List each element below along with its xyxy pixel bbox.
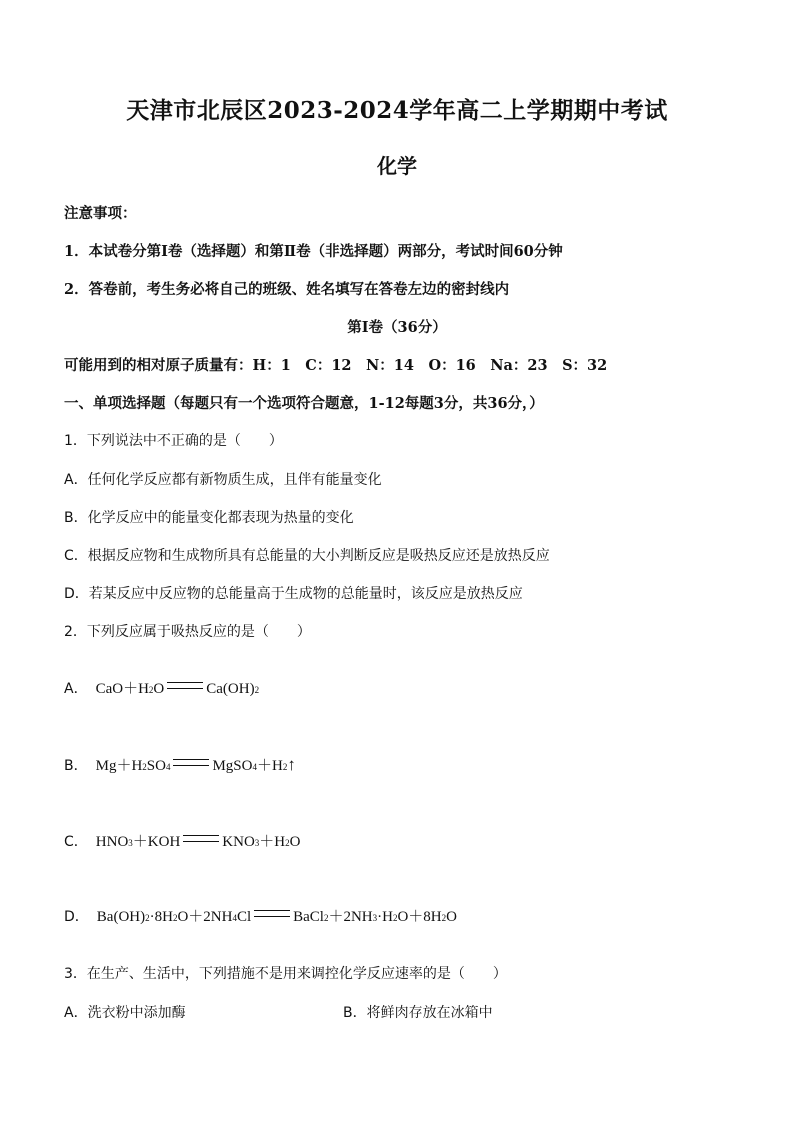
subject-title: 化学 [377,154,417,178]
question-1-option-d: D．若某反应中反应物的总能量高于生成物的总能量时，该反应是放热反应 [64,586,523,602]
question-2-option-d: D． Ba(OH) 2 ·8H 2 O＋2NH 4 Cl BaCl 2 ＋2NH 3 ·H 2 O＋8H 2 O [64,905,457,926]
atomic-masses: 可能用到的相对原子质量有：H：1 C：12 N：14 O：16 Na：23 S：32 [64,357,608,374]
notice-item-1: 1．本试卷分第Ⅰ卷（选择题）和第Ⅱ卷（非选择题）两部分，考试时间60分钟 [64,243,563,260]
option-label: D． [64,909,89,925]
gas-arrow: ↑ [287,755,296,774]
question-3-stem: 3．在生产、生活中，下列措施不是用来调控化学反应速率的是（ ） [64,966,507,982]
equals-sign [173,759,209,766]
equals-sign [167,682,203,689]
notice-item-2: 2．答卷前，考生务必将自己的班级、姓名填写在答卷左边的密封线内 [64,281,510,298]
question-1-option-a: A．任何化学反应都有新物质生成，且伴有能量变化 [64,472,382,488]
question-2-option-b: B． Mg＋H 2 SO 4 MgSO 4 ＋H 2 ↑ [64,755,296,774]
part1-heading: 第Ⅰ卷（36分） [347,319,447,336]
question-3-option-b: B．将鲜肉存放在冰箱中 [343,1005,493,1021]
question-2-option-c: C． HNO 3 ＋KOH KNO 3 ＋H 2 O [64,830,300,851]
option-label: B． [64,758,88,774]
question-3-option-a: A．洗衣粉中添加酶 [64,1005,186,1021]
section-heading: 一、单项选择题（每题只有一个选项符合题意，1-12每题3分，共36分，） [64,395,544,412]
notice-heading: 注意事项： [64,205,137,222]
equals-sign [254,910,290,917]
question-1-option-c: C．根据反应物和生成物所具有总能量的大小判断反应是吸热反应还是放热反应 [64,548,550,564]
option-label: C． [64,834,88,850]
question-2-stem: 2．下列反应属于吸热反应的是（ ） [64,624,311,640]
question-1-stem: 1．下列说法中不正确的是（ ） [64,433,283,449]
question-1-option-b: B．化学反应中的能量变化都表现为热量的变化 [64,510,354,526]
page-title: 天津市北辰区2023-2024学年高二上学期期中考试 [126,97,668,124]
equals-sign [183,835,219,842]
question-2-option-a: A． CaO＋H 2 O Ca(OH) 2 [64,677,259,698]
option-label: A． [64,681,88,697]
